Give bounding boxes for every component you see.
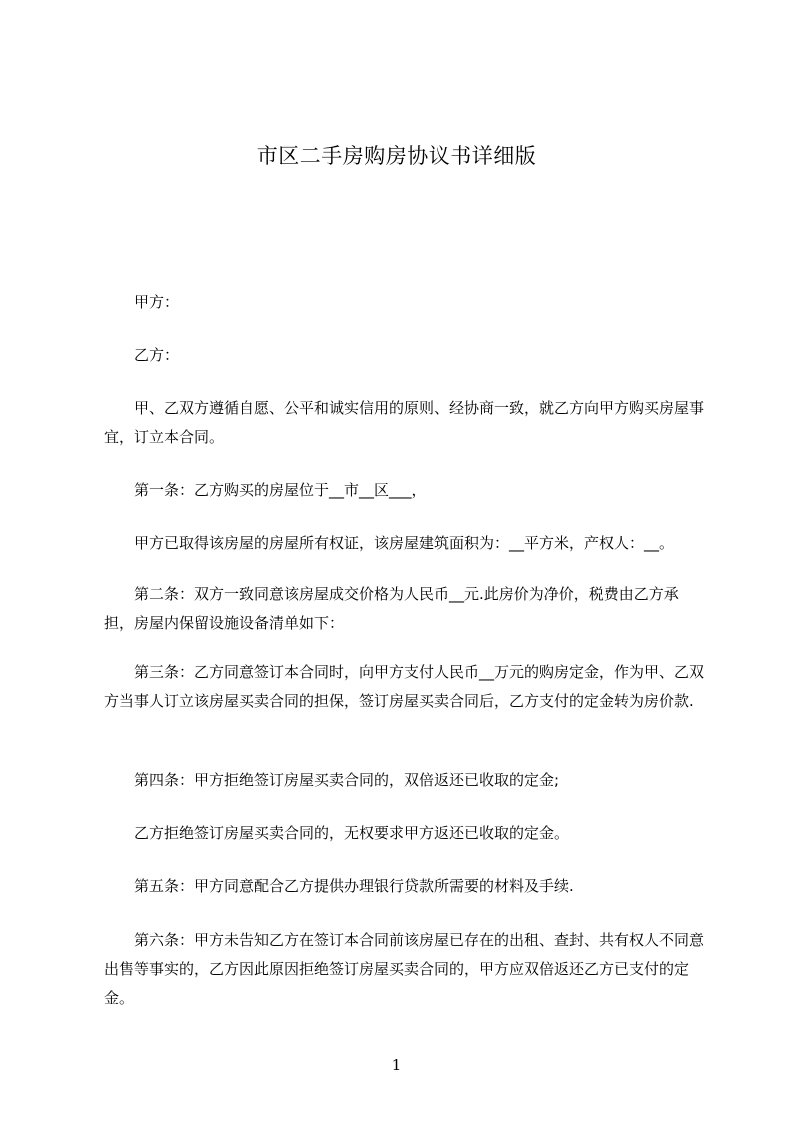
ownership-paragraph: 甲方已取得该房屋的房屋所有权证，该房屋建筑面积为：__平方米，产权人：__。 bbox=[104, 534, 675, 552]
party-b-line: 乙方： bbox=[104, 346, 180, 364]
preamble-paragraph: 甲、乙双方遵循自愿、公平和诚实信用的原则、经协商一致，就乙方向甲方购买房屋事宜，订立本合同。 bbox=[104, 399, 705, 446]
party-a-line: 甲方： bbox=[104, 293, 180, 311]
article-5-paragraph: 第五条：甲方同意配合乙方提供办理银行贷款所需要的材料及手续. bbox=[104, 877, 574, 895]
article-6-paragraph: 第六条：甲方未告知乙方在签订本合同前该房屋已存在的出租、查封、共有权人不同意出售等事实的，乙方因此原因拒绝签订房屋买卖合同的，甲方应双倍返还乙方已支付的定金。 bbox=[104, 931, 705, 1007]
article-1-paragraph: 第一条：乙方购买的房屋位于__市__区___， bbox=[104, 481, 427, 499]
article-4-continuation: 乙方拒绝签订房屋买卖合同的，无权要求甲方返还已收取的定金。 bbox=[104, 824, 570, 842]
article-2-paragraph: 第二条：双方一致同意该房屋成交价格为人民币__元.此房价为净价，税费由乙方承担，房屋内保留设施设备清单如下： bbox=[104, 585, 679, 632]
page-number: 1 bbox=[391, 1056, 402, 1074]
article-4-paragraph: 第四条：甲方拒绝签订房屋买卖合同的，双倍返还已收取的定金; bbox=[104, 771, 560, 789]
document-title: 市区二手房购房协议书详细版 bbox=[256, 144, 537, 168]
article-3-paragraph: 第三条：乙方同意签订本合同时，向甲方支付人民币__万元的购房定金，作为甲、乙双方当事人订立该房屋买卖合同的担保，签订房屋买卖合同后，乙方支付的定金转为房价款. bbox=[104, 663, 705, 710]
